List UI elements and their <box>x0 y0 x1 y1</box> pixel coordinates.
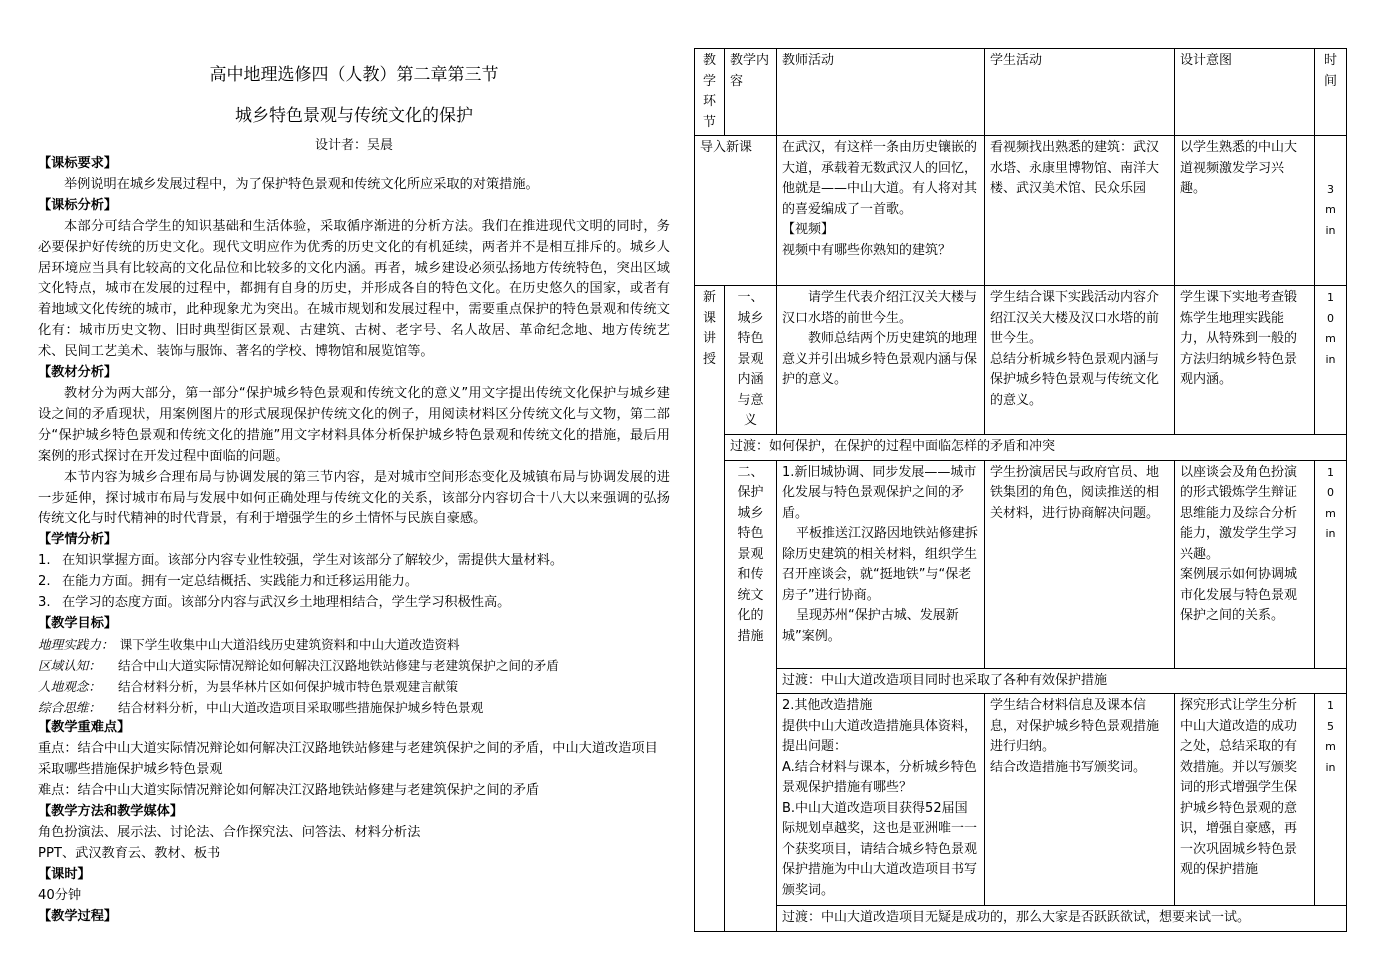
goal-item: 区域认知： 结合中山大道实际情况辩论如何解决江汉路地铁站修建与老建筑保护之间的矛盾 <box>38 657 559 673</box>
transition-text: 过渡：中山大道改造项目无疑是成功的，那么大家是否跃跃欲试，想要来试一试。 <box>777 906 1347 932</box>
teaching-process-table <box>694 48 1347 932</box>
student-activity: 学生结合课下实践活动内容介绍江汉关大楼及汉口水塔的前世今生。 总结分析城乡特色景观内涵与保护城乡特色景观与传统文化的意义。 <box>985 286 1175 435</box>
section-heading-analysis: 【课标分析】 <box>38 197 118 213</box>
header-content: 教学内容 <box>725 49 777 136</box>
hours-text: 40分钟 <box>38 887 82 903</box>
table-header-row <box>695 49 1347 136</box>
media-text: PPT、武汉教育云、教材、板书 <box>38 845 221 861</box>
design-intent: 探究形式让学生分析中山大道改造的成功之处，总结采取的有效措施。并以写颁奖词的形式增强学生保护城乡特色景观的意识，增强自豪感，再一次巩固城乡特色景观的保护措施 <box>1175 694 1315 906</box>
textbook-paragraph: 教材分为两大部分，第一部分“保护城乡特色景观和传统文化的意义”用文字提出传统文化保护与城乡建设之间的矛盾现状，用案例图片的形式展现保护传统文化的例子，用阅读材料区分传统文化与文物，第二部分“保护城乡特色景观和传统文化的措施”用文字材料具体分析保护城乡特色景观和传统文化的措施，最后用案例的形式探讨在开发过程中面临的问题。 <box>38 385 670 464</box>
document-title: 高中地理选修四（人教）第二章第三节 <box>209 65 499 85</box>
table-row-section-two <box>695 460 1347 668</box>
analysis-text: 本部分可结合学生的知识基础和生活体验，采取循序渐进的分析方法。我们在推进现代文明的同时，务必要保护好传统的历史文化。现代文明应作为优秀的历史文化的有机延续，两者并不是相互排斥的。城乡人居环境应当具有比较高的文化品位和比较多的文化内涵。再者，城乡建设必须弘扬地方传统特色，突出区域文化特点，城市在发展的过程中，都拥有自身的历史，并形成各自的特色文化。在历史悠久的国家，或者有着地域文化传统的城市，此种现象尤为突出。在城市规划和发展过程中，需要重点保护的特色景观和传统文化有：城市历史文物、旧时典型街区景观、古建筑、古树、老字号、名人故居、革命纪念地、地方传统艺术、民间工艺美术、装饰与服饰、著名的学校、博物馆和展览馆等。 <box>38 218 670 360</box>
methods-text: 角色扮演法、展示法、讨论法、合作探究法、问答法、材料分析法 <box>38 825 421 840</box>
transition-row <box>695 435 1347 461</box>
section-heading-keypoints: 【教学重难点】 <box>38 720 131 736</box>
student-analysis-item: 3. 在学习的态度方面。该部分内容与武汉乡土地理相结合，学生学习积极性高。 <box>38 595 511 611</box>
header-intent: 设计意图 <box>1175 49 1315 136</box>
section-heading-methods: 【教学方法和教学媒体】 <box>38 804 184 820</box>
design-intent: 学生课下实地考查锻炼学生地理实践能力，从特殊到一般的方法归纳城乡特色景观内涵。 <box>1175 286 1315 435</box>
section-heading-students: 【学情分析】 <box>38 532 118 548</box>
section-heading-hours: 【课时】 <box>38 866 91 882</box>
teacher-activity: 2.其他改造措施 提供中山大道改造措施具体资料，提出问题： A.结合材料与课本，分析城乡特色景观保护措施有哪些？ B.中山大道改造项目获得52届国际规划卓越奖，这也是亚洲唯一一个获奖项目，请结合城乡特色景观保护措施为中山大道改造项目书写颁奖词。 <box>777 694 985 906</box>
teacher-activity: 请学生代表介绍江汉关大楼与汉口水塔的前世今生。 教师总结两个历史建筑的地理意义并引出城乡特色景观内涵与保护的意义。 <box>777 286 985 435</box>
time-cell: 1 5 m in <box>1315 694 1347 906</box>
content-section-two: 二、 保护 城乡 特色 景观 和传 统文 化的 措施 <box>725 460 777 931</box>
section-heading-textbook: 【教材分析】 <box>38 365 118 381</box>
header-stage: 教 学 环 节 <box>695 49 725 136</box>
stage-intro: 导入新课 <box>695 136 777 286</box>
goal-item: 地理实践力： 课下学生收集中山大道沿线历史建筑资料和中山大道改造资料 <box>38 636 460 652</box>
section-heading-goals: 【教学目标】 <box>38 615 118 631</box>
student-analysis-item: 1. 在知识掌握方面。该部分内容专业性较强，学生对该部分了解较少，需提供大量材料。 <box>38 553 564 569</box>
teacher-activity: 1.新旧城协调、同步发展——城市化发展与特色景观保护之间的矛盾。 平板推送江汉路因地铁站修建拆除历史建筑的相关材料，组织学生召开座谈会，就“挺地铁”与“保老房子”进行协商。 呈现苏州“保护古城、发展新城”案例。 <box>777 460 985 668</box>
student-analysis-item: 2. 在能力方面。拥有一定总结概括、实践能力和迁移运用能力。 <box>38 574 419 590</box>
transition-row <box>695 906 1347 932</box>
table-row-intro <box>695 136 1347 286</box>
time-cell: 1 0 m in <box>1315 460 1347 668</box>
content-section-one: 一、 城乡 特色 景观 内涵 与意 义 <box>725 286 777 435</box>
design-intent: 以学生熟悉的中山大道视频激发学习兴趣。 <box>1175 136 1315 286</box>
lesson-plan-body <box>38 154 670 928</box>
goal-item: 综合思维： 结合材料分析，中山大道改造项目采取哪些措施保护城乡特色景观 <box>38 699 484 715</box>
curriculum-text: 举例说明在城乡发展过程中，为了保护特色景观和传统文化所应采取的对策措施。 <box>64 176 539 192</box>
stage-new-lesson: 新 课 讲 授 <box>695 286 725 932</box>
transition-text: 过渡：中山大道改造项目同时也采取了各种有效保护措施 <box>777 668 1347 694</box>
document-subtitle: 城乡特色景观与传统文化的保护 <box>235 106 473 126</box>
key-point-text: 重点：结合中山大道实际情况辩论如何解决江汉路地铁站修建与老建筑保护之间的矛盾，中山大道改造项目采取哪些措施保护城乡特色景观 <box>38 741 658 778</box>
teacher-activity: 在武汉，有这样一条由历史镶嵌的大道，承载着无数武汉人的回忆，他就是——中山大道。有人将对其的喜爱编成了一首歌。 【视频】 视频中有哪些你熟知的建筑？ <box>777 136 985 286</box>
difficult-point-text: 难点：结合中山大道实际情况辩论如何解决江汉路地铁站修建与老建筑保护之间的矛盾 <box>38 783 540 799</box>
table-row-section-one <box>695 286 1347 435</box>
section-heading-process: 【教学过程】 <box>38 908 118 924</box>
table-row-section-three <box>695 694 1347 906</box>
author-line: 设计者：吴晨 <box>314 138 393 153</box>
header-time: 时 间 <box>1315 49 1347 136</box>
design-intent: 以座谈会及角色扮演的形式锻炼学生辩证思维能力及综合分析能力，激发学生学习兴趣。 案例展示如何协调城市化发展与特色景观保护之间的关系。 <box>1175 460 1315 668</box>
header-student: 学生活动 <box>985 49 1175 136</box>
time-cell: 3 m in <box>1315 136 1347 286</box>
transition-text: 过渡：如何保护，在保护的过程中面临怎样的矛盾和冲突 <box>725 435 1347 461</box>
student-activity: 学生结合材料信息及课本信息，对保护城乡特色景观措施进行归纳。 结合改造措施书写颁奖词。 <box>985 694 1175 906</box>
goal-item: 人地观念： 结合材料分析，为昙华林片区如何保护城市特色景观建言献策 <box>38 678 459 694</box>
time-cell: 1 0 m in <box>1315 286 1347 435</box>
section-heading-curriculum: 【课标要求】 <box>38 156 118 171</box>
header-teacher: 教师活动 <box>777 49 985 136</box>
student-activity: 学生扮演居民与政府官员、地铁集团的角色，阅读推送的相关材料，进行协商解决问题。 <box>985 460 1175 668</box>
textbook-paragraph: 本节内容为城乡合理布局与协调发展的第三节内容，是对城市空间形态变化及城镇布局与协调发展的进一步延伸，探讨城市布局与发展中如何正确处理与传统文化的关系，该部分内容切合十八大以来强调的弘扬传统文化与时代精神的时代背景，有利于增强学生的乡土情怀与民族自豪感。 <box>38 469 670 527</box>
transition-row <box>695 668 1347 694</box>
student-activity: 看视频找出熟悉的建筑：武汉水塔、永康里博物馆、南洋大楼、武汉美术馆、民众乐园 <box>985 136 1175 286</box>
